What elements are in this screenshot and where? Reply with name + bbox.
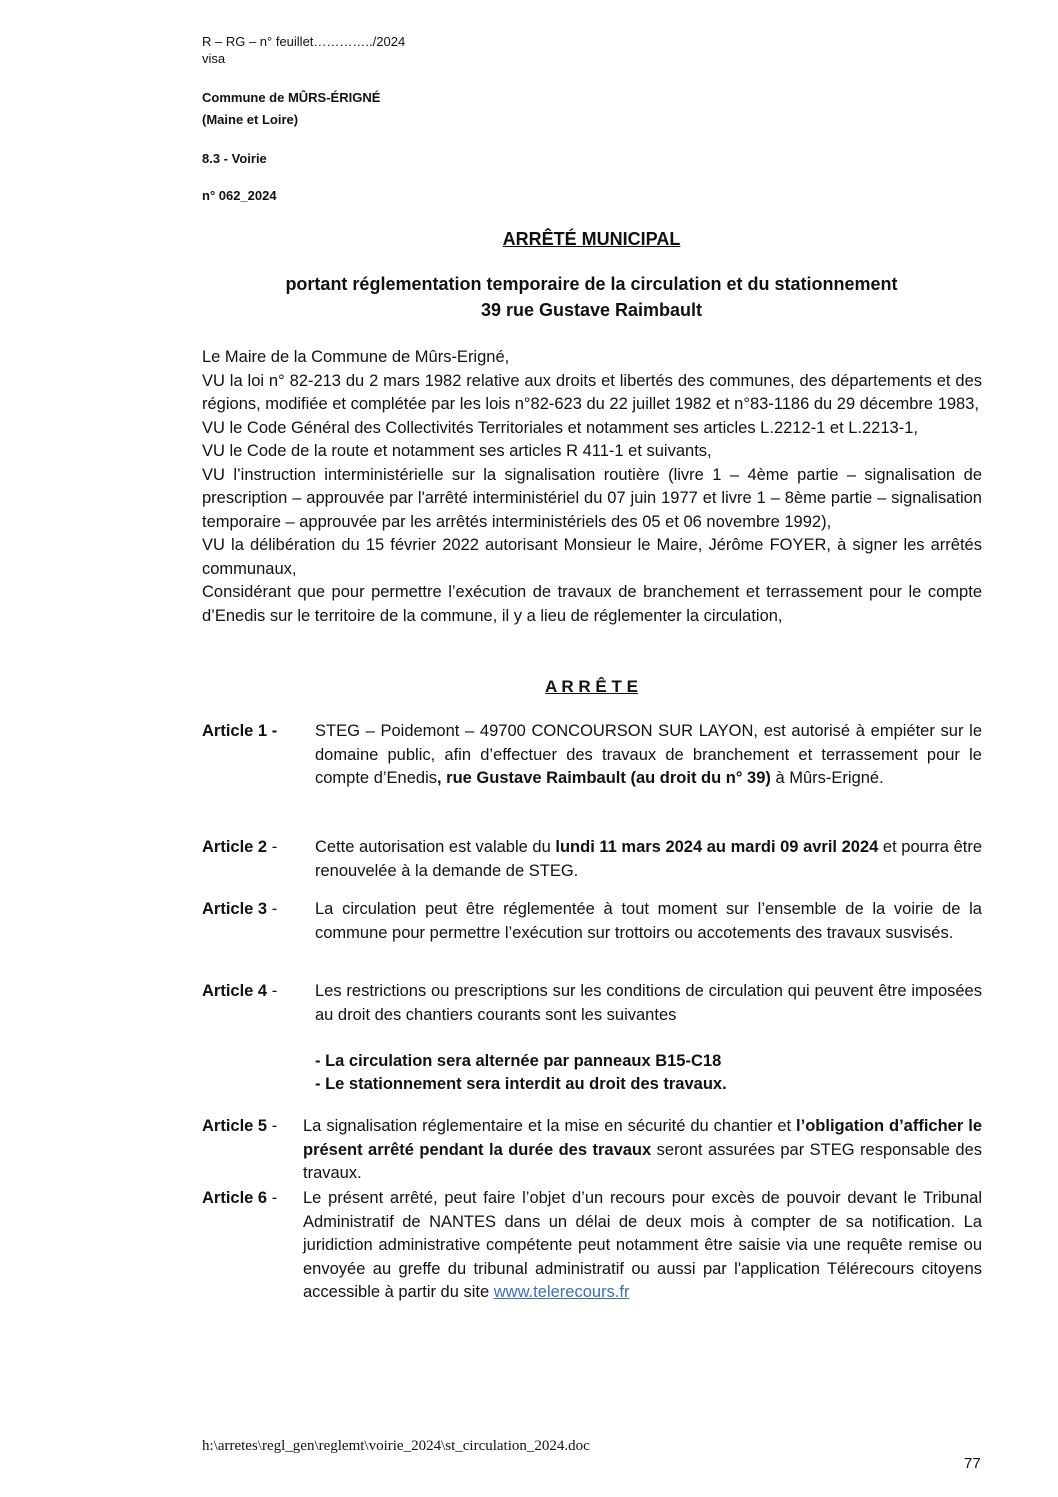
document-subtitle-line2: 39 rue Gustave Raimbault bbox=[480, 300, 703, 320]
article-3-label: Article 3 - bbox=[202, 900, 278, 918]
article-6-label: Article 6 - bbox=[202, 1189, 278, 1207]
article-1 bbox=[202, 720, 982, 816]
preamble-vu-code-route: VU le Code de la route et notamment ses articles R 411-1 et suivants, bbox=[202, 442, 712, 460]
article-5 bbox=[202, 1115, 982, 1187]
document-subtitle-line1: portant réglementation temporaire de la circulation et du stationnement bbox=[285, 274, 898, 294]
article-4-text: Les restrictions ou prescriptions sur les conditions de circulation qui peuvent être imposées au droit des chantiers courants sont les suivantes bbox=[315, 982, 982, 1024]
visa-label: visa bbox=[202, 51, 226, 66]
article-5-label: Article 5 - bbox=[202, 1117, 278, 1135]
preamble-mayor: Le Maire de la Commune de Mûrs-Erigné, bbox=[202, 348, 510, 366]
article-5-text: La signalisation réglementaire et la mise en sécurité du chantier et l’obligation d’afficher le présent arrêté pendant la durée des travaux seront assurées par STEG responsable des travaux. bbox=[303, 1117, 982, 1182]
preamble-vu-cgct: VU le Code Général des Collectivités Territoriales et notamment ses articles L.2212-1 et L.2213-1, bbox=[202, 418, 918, 437]
preamble-vu-deliberation: VU la délibération du 15 février 2022 autorisant Monsieur le Maire, Jérôme FOYER, à signer les arrêtés communaux, bbox=[202, 536, 982, 578]
article-4 bbox=[202, 980, 982, 1093]
commune-name: Commune de MÛRS-ÉRIGNÉ bbox=[202, 90, 381, 105]
arrete-number: n° 062_2024 bbox=[202, 188, 277, 203]
telerecours-link[interactable]: www.telerecours.fr bbox=[493, 1283, 630, 1301]
department-name: (Maine et Loire) bbox=[202, 112, 299, 127]
article-4-item-2: - Le stationnement sera interdit au droit des travaux. bbox=[315, 1075, 727, 1093]
preamble-considerant: Considérant que pour permettre l’exécution de travaux de branchement et terrassement pour le compte d’Enedis sur le territoire de la commune, il y a lieu de réglementer la circulation, bbox=[202, 583, 982, 625]
article-3-text: La circulation peut être réglementée à tout moment sur l’ensemble de la voirie de la commune pour permettre l’exécution sur trottoirs ou accotements des travaux susvisés. bbox=[315, 900, 982, 942]
article-4-label: Article 4 - bbox=[202, 982, 278, 1000]
article-2-text: Cette autorisation est valable du lundi 11 mars 2024 au mardi 09 avril 2024 et pourra être renouvelée à la demande de STEG. bbox=[315, 838, 982, 880]
reference-line: R – RG – n° feuillet…………../2024 bbox=[202, 34, 406, 49]
preamble bbox=[202, 346, 982, 628]
article-4-item-1: - La circulation sera alternée par panneaux B15-C18 bbox=[315, 1052, 722, 1070]
article-3 bbox=[202, 898, 982, 970]
file-path: h:\arretes\regl_gen\reglemt\voirie_2024\st_circulation_2024.doc bbox=[202, 1438, 590, 1454]
document-title: ARRÊTÉ MUNICIPAL bbox=[502, 229, 681, 249]
article-2 bbox=[202, 836, 982, 884]
preamble-vu-instruction: VU l’instruction interministérielle sur la signalisation routière (livre 1 – 4ème partie – signalisation de prescription – approuvée par l'arrêté interministériel du 07 juin 1977 et livre 1 – 8ème partie – signalisation temporaire – approuvée par les arrêtés interministériels des 05 et 06 novembre 1992), bbox=[202, 465, 982, 531]
article-6-text: Le présent arrêté, peut faire l’objet d’un recours pour excès de pouvoir devant le Tribunal Administratif de NANTES dans un délai de deux mois à compter de sa notification. La juridiction administrative compétente peut notamment être saisie via une requête remise ou envoyée au greffe du tribunal administratif ou aussi par l'application Télérecours citoyens accessible à partir du site www.telerecours.fr bbox=[303, 1189, 982, 1301]
article-1-label: Article 1 - bbox=[202, 722, 278, 740]
preamble-vu-loi: VU la loi n° 82-213 du 2 mars 1982 relative aux droits et libertés des communes, des départements et des régions, modifiée et complétée par les lois n°82-623 du 22 juillet 1982 et n°83-1186 du 29 décembre 1983, bbox=[202, 371, 982, 413]
article-1-text: STEG – Poidemont – 49700 CONCOURSON SUR LAYON, est autorisé à empiéter sur le domaine public, afin d’effectuer des travaux de branchement et terrassement pour le compte d’Enedis, rue Gustave Raimbault (au droit du n° 39) à Mûrs-Erigné. bbox=[315, 722, 982, 787]
category-label: 8.3 - Voirie bbox=[202, 151, 267, 166]
article-2-label: Article 2 - bbox=[202, 838, 278, 856]
page-number: 77 bbox=[964, 1455, 981, 1472]
arrete-heading: A R R Ê T E bbox=[545, 677, 638, 696]
article-6 bbox=[202, 1187, 982, 1307]
